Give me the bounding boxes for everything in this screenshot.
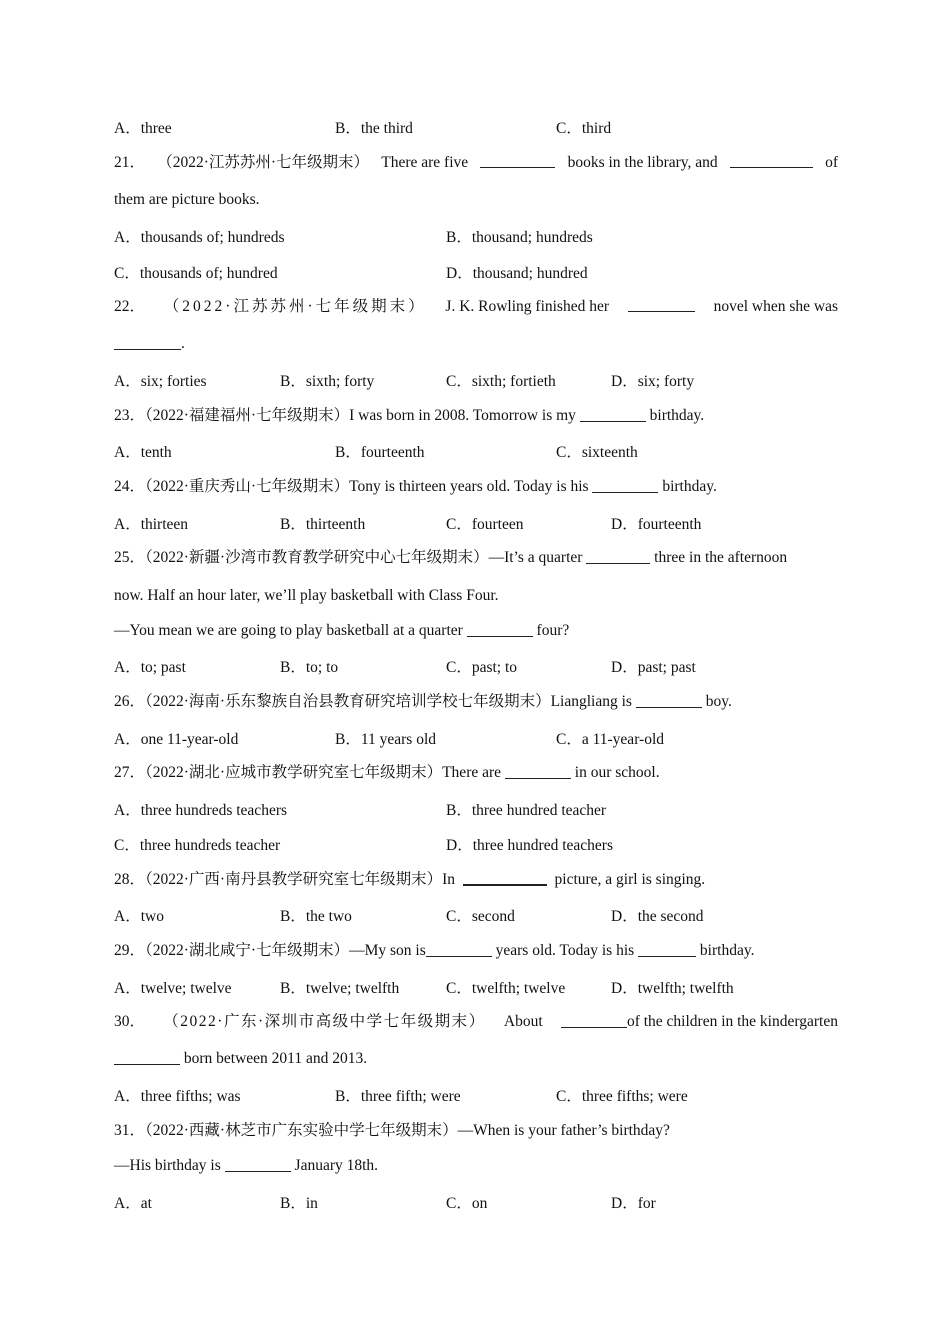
q25-number: 25．: [114, 549, 146, 566]
q22-stem-line2: [114, 333, 838, 355]
q23-text-2: birthday.: [649, 407, 705, 424]
q27-blank: [505, 763, 571, 779]
q28-option-b[interactable]: B．the two: [280, 908, 352, 925]
q28-option-a[interactable]: A．two: [114, 908, 164, 925]
q25-stem-line3: [114, 620, 838, 642]
q31-text-3: January 18th.: [294, 1157, 379, 1174]
q22-period: .: [181, 335, 185, 352]
q29-option-c[interactable]: C．twelfth; twelve: [446, 980, 566, 997]
q26-stem: [114, 691, 838, 713]
q25-blank-1: [586, 548, 650, 564]
q28-source: （2022·广西·南丹县教学研究室七年级期末）: [145, 871, 443, 888]
q25-option-b[interactable]: B．to; to: [280, 659, 339, 676]
q25-text-4: four?: [536, 622, 570, 639]
q27-source: （2022·湖北·应城市教学研究室七年级期末）: [145, 764, 443, 781]
q29-option-d[interactable]: D．twelfth; twelfth: [611, 980, 734, 997]
q29-text-1: —My son is: [349, 942, 426, 959]
q23-option-b[interactable]: B．fourteenth: [335, 444, 425, 461]
q29-number: 29．: [114, 942, 146, 959]
q27-text-2: in our school.: [574, 764, 660, 781]
q31-option-a[interactable]: A．at: [114, 1195, 152, 1212]
q23-stem: [114, 405, 838, 427]
q31-text-2: —His birthday is: [114, 1157, 221, 1174]
q22-option-a[interactable]: A．six; forties: [114, 373, 207, 390]
q22-option-d[interactable]: D．six; forty: [611, 373, 695, 390]
q21-option-c[interactable]: C．thousands of; hundred: [114, 265, 278, 282]
q25-option-c[interactable]: C．past; to: [446, 659, 518, 676]
q24-blank: [592, 477, 658, 493]
q24-text-2: birthday.: [662, 478, 717, 495]
q21-option-d[interactable]: D．thousand; hundred: [446, 265, 588, 282]
q23-blank: [580, 406, 646, 422]
q26-blank: [636, 692, 702, 708]
q27-option-d[interactable]: D．three hundred teachers: [446, 837, 613, 854]
q28-option-d[interactable]: D．the second: [611, 908, 704, 925]
q30-option-c[interactable]: C．three fifths; were: [556, 1088, 688, 1105]
q26-option-b[interactable]: B．11 years old: [335, 731, 437, 748]
q28-blank: [463, 869, 547, 886]
q21-number: 21．: [114, 154, 146, 171]
q28-text-2: picture, a girl is singing.: [554, 871, 706, 888]
q27-option-a[interactable]: A．three hundreds teachers: [114, 802, 288, 819]
q30-blank-1: [561, 1012, 627, 1028]
q29-text-3: birthday.: [699, 942, 755, 959]
q30-text-3: born between 2011 and 2013.: [183, 1050, 368, 1067]
q30-text-2: of the children in the kindergarten: [626, 1013, 838, 1030]
q30-stem-line1: [114, 1011, 838, 1033]
q22-text-1: J. K. Rowling finished her: [445, 298, 610, 315]
q21-option-a[interactable]: A．thousands of; hundreds: [114, 229, 285, 246]
q24-option-a[interactable]: A．thirteen: [114, 516, 189, 533]
q31-blank: [225, 1156, 291, 1172]
q23-text-1: I was born in 2008. Tomorrow is my: [349, 407, 576, 424]
q22-source: （2022·江苏苏州·七年级期末）: [163, 298, 427, 315]
q27-text-1: There are: [442, 764, 502, 781]
q24-source: （2022·重庆秀山·七年级期末）: [145, 478, 350, 495]
q22-blank-2: [114, 334, 181, 350]
q28-text-1: In: [442, 871, 456, 888]
q27-option-c[interactable]: C．three hundreds teacher: [114, 837, 281, 854]
q22-blank-1: [628, 296, 695, 312]
q29-source: （2022·湖北咸宁·七年级期末）: [145, 942, 350, 959]
q25-text-2: three in the afternoon: [654, 549, 788, 566]
q26-text-2: boy.: [705, 693, 732, 710]
q30-stem-line2: [114, 1048, 838, 1070]
q21-text-2: books in the library, and: [567, 154, 718, 171]
q26-number: 26．: [114, 693, 146, 710]
q31-option-b[interactable]: B．in: [280, 1195, 318, 1212]
q20-option-b[interactable]: B．the third: [335, 120, 413, 137]
q31-option-c[interactable]: C．on: [446, 1195, 488, 1212]
q26-text-1: Liangliang is: [550, 693, 632, 710]
q31-text-1: —When is your father’s birthday?: [457, 1122, 670, 1139]
q25-blank-2: [467, 621, 533, 637]
q21-text-3: of: [825, 154, 838, 171]
q21-text-1: There are five: [381, 154, 469, 171]
q24-option-c[interactable]: C．fourteen: [446, 516, 524, 533]
q29-text-2: years old. Today is his: [495, 942, 635, 959]
q20-option-a[interactable]: A．three: [114, 120, 172, 137]
q29-blank-1: [426, 941, 492, 957]
q30-text-1: About: [503, 1013, 543, 1030]
q29-option-b[interactable]: B．twelve; twelfth: [280, 980, 400, 997]
q26-source: （2022·海南·乐东黎族自治县教育研究培训学校七年级期末）: [145, 693, 551, 710]
q31-number: 31．: [114, 1122, 146, 1139]
q22-option-c[interactable]: C．sixth; fortieth: [446, 373, 556, 390]
q30-number: 30．: [114, 1013, 146, 1030]
q21-stem-line1: [114, 152, 838, 174]
q24-option-d[interactable]: D．fourteenth: [611, 516, 702, 533]
q28-number: 28．: [114, 871, 146, 888]
q30-source: （2022·广东·深圳市高级中学七年级期末）: [163, 1013, 486, 1030]
q26-option-a[interactable]: A．one 11-year-old: [114, 731, 239, 748]
q23-number: 23．: [114, 407, 146, 424]
q25-source: （2022·新疆·沙湾市教育教学研究中心七年级期末）: [145, 549, 489, 566]
q25-text-1: —It’s a quarter: [488, 549, 583, 566]
q21-source: （2022·江苏苏州·七年级期末）: [157, 154, 370, 171]
q29-option-a[interactable]: A．twelve; twelve: [114, 980, 232, 997]
q25-text-3: —You mean we are going to play basketball at a quarter: [114, 622, 463, 639]
q22-stem-line1: [114, 296, 838, 318]
q24-stem: [114, 476, 838, 498]
q25-stem-line2: now. Half an hour later, we’ll play basketball with Class Four.: [114, 587, 499, 604]
q30-blank-2: [114, 1049, 180, 1065]
q23-option-c[interactable]: C．sixteenth: [556, 444, 638, 461]
q20-option-c[interactable]: C．third: [556, 120, 612, 137]
q22-number: 22．: [114, 298, 146, 315]
q25-option-a[interactable]: A．to; past: [114, 659, 186, 676]
q21-stem-line2: them are picture books.: [114, 191, 260, 208]
q30-option-a[interactable]: A．three fifths; was: [114, 1088, 241, 1105]
q22-text-2: novel when she was: [713, 298, 838, 315]
q21-blank-2: [730, 152, 813, 168]
q29-blank-2: [638, 941, 696, 957]
q31-option-d[interactable]: D．for: [611, 1195, 656, 1212]
q21-blank-1: [480, 152, 555, 168]
q29-stem: [114, 940, 838, 962]
q24-number: 24．: [114, 478, 146, 495]
q22-option-b[interactable]: B．sixth; forty: [280, 373, 375, 390]
q28-stem: [114, 869, 838, 891]
q31-stem-line2: [114, 1155, 838, 1177]
q23-option-a[interactable]: A．tenth: [114, 444, 172, 461]
q23-source: （2022·福建福州·七年级期末）: [145, 407, 350, 424]
q27-option-b[interactable]: B．three hundred teacher: [446, 802, 607, 819]
q25-option-d[interactable]: D．past; past: [611, 659, 696, 676]
q26-option-c[interactable]: C．a 11-year-old: [556, 731, 665, 748]
q24-text-1: Tony is thirteen years old. Today is his: [349, 478, 589, 495]
q27-stem: [114, 762, 838, 784]
q31-source: （2022·西藏·林芝市广东实验中学七年级期末）: [145, 1122, 458, 1139]
q21-option-b[interactable]: B．thousand; hundreds: [446, 229, 593, 246]
q27-number: 27．: [114, 764, 146, 781]
q24-option-b[interactable]: B．thirteenth: [280, 516, 366, 533]
q28-option-c[interactable]: C．second: [446, 908, 515, 925]
q30-option-b[interactable]: B．three fifth; were: [335, 1088, 461, 1105]
q25-stem-line1: [114, 547, 840, 569]
q31-stem-line1: [114, 1120, 838, 1142]
